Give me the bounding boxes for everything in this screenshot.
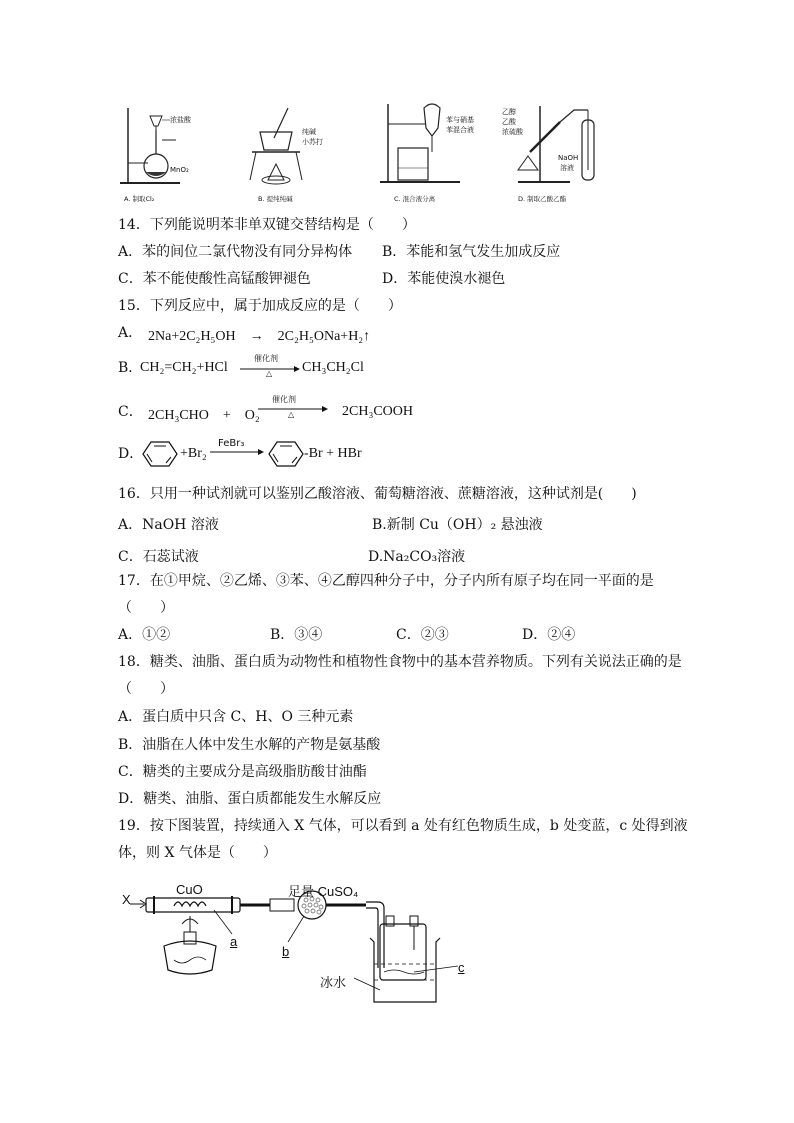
q19-label-b: b — [282, 944, 290, 959]
apparatus-a-caption: A. 制取Cl₂ — [124, 195, 155, 203]
apparatus-figure — [118, 100, 618, 212]
q15-d-products: -Br + HBr — [304, 446, 362, 461]
q15-c-products: 2CH₃COOH — [342, 404, 413, 419]
q14-option-d: D．苯能使溴水褪色 — [382, 271, 506, 287]
q16-option-a: A．NaOH 溶液 — [118, 517, 219, 533]
q15-d-label: D． — [118, 446, 144, 462]
apparatus-b-label1: 纯碱 — [302, 128, 316, 136]
q15-d-bromine: +Br₂ — [180, 446, 207, 461]
q16-stem: 16．只用一种试剂就可以鉴别乙酸溶液、葡萄糖溶液、蔗糖溶液，这种试剂是( ) — [118, 486, 637, 502]
q15-c-reactants: 2CH₃CHO + O₂ — [148, 408, 260, 423]
q14-option-b: B．苯能和氢气发生加成反应 — [382, 244, 561, 260]
q15-b-reactants: CH₂=CH₂+HCl — [140, 360, 228, 375]
q17-option-a: A．①② — [118, 627, 171, 643]
q19-label-c: c — [458, 960, 465, 975]
q16-option-c: C．石蕊试液 — [118, 549, 199, 565]
apparatus-d-label1: 乙醇 — [502, 108, 516, 116]
q14-stem: 14．下列能说明苯非单双键交替结构是（ ） — [118, 217, 416, 233]
q17-stem-paren: （ ） — [118, 600, 174, 616]
q19-label-ice-water: 冰水 — [320, 975, 347, 990]
benzene-ring-icon — [142, 440, 178, 468]
q18-option-d: D．糖类、油脂、蛋白质都能发生水解反应 — [118, 791, 382, 807]
q18-option-b: B．油脂在人体中发生水解的产物是氨基酸 — [118, 737, 381, 753]
apparatus-a-label1: 浓盐酸 — [170, 116, 191, 124]
apparatus-c-label2: 苯混合液 — [446, 126, 474, 134]
q17-option-b: B．③④ — [270, 627, 323, 643]
apparatus-d-drawing — [504, 100, 614, 186]
q17-option-c: C．②③ — [396, 627, 449, 643]
q14-option-a: A．苯的间位二氯代物没有同分异构体 — [118, 244, 353, 260]
q17-option-d: D．②④ — [522, 627, 576, 643]
q15-c-label: C． — [118, 404, 143, 420]
apparatus-d-label4: NaOH — [558, 154, 579, 162]
q19-stem-line2: 体，则 X 气体是（ ） — [118, 845, 277, 861]
q16-option-b: B.新制 Cu（OH）₂ 悬浊液 — [372, 517, 543, 533]
q15-c-condition-bottom: △ — [288, 410, 295, 419]
q15-b-condition-bottom: △ — [266, 369, 273, 378]
q18-option-a: A．蛋白质中只含 C、H、O 三种元素 — [118, 709, 354, 725]
apparatus-d-label5: 溶液 — [560, 164, 574, 172]
q15-b-products: CH₃CH₂Cl — [302, 360, 364, 375]
q15-a-equation: 2Na+2C₂H₅OH → 2C₂H₅ONa+H₂↑ — [148, 329, 371, 344]
q17-stem: 17．在①甲烷、②乙烯、③苯、④乙醇四种分子中，分子内所有原子均在同一平面的是 — [118, 573, 654, 589]
q15-stem: 15．下列反应中，属于加成反应的是（ ） — [118, 298, 402, 314]
q18-option-c: C．糖类的主要成分是高级脂肪酸甘油酯 — [118, 764, 367, 780]
q19-stem: 19．按下图装置，持续通入 X 气体，可以看到 a 处有红色物质生成，b 处变蓝，c 处得到液 — [118, 818, 688, 834]
q15-b-label: B． — [118, 360, 143, 376]
q15-d-condition-top: FeBr₃ — [218, 438, 245, 449]
q18-stem: 18．糖类、油脂、蛋白质为动物性和植物性食物中的基本营养物质。下列有关说法正确的是 — [118, 654, 682, 670]
q15-b-condition-top: 催化剂 — [254, 354, 278, 363]
apparatus-a-label2: MnO₂ — [170, 166, 189, 174]
apparatus-a-drawing — [120, 108, 210, 188]
q14-option-c: C．苯不能使酸性高锰酸钾褪色 — [118, 271, 311, 287]
q15-d-arrow — [210, 448, 264, 456]
q15-a-label: A． — [118, 325, 143, 341]
q18-stem-paren: （ ） — [118, 681, 174, 697]
apparatus-c-label1: 苯与硝基 — [446, 116, 474, 124]
apparatus-c-caption: C. 混合液分离 — [394, 195, 436, 203]
apparatus-d-caption: D. 制取乙酸乙酯 — [518, 195, 567, 203]
apparatus-c-drawing — [380, 100, 480, 186]
q15-c-condition-top: 催化剂 — [272, 395, 296, 404]
apparatus-d-label2: 乙酸 — [502, 118, 516, 126]
q16-option-d: D.Na₂CO₃溶液 — [368, 549, 466, 565]
apparatus-b-label2: 小苏打 — [302, 138, 323, 146]
apparatus-b-caption: B. 提纯纯碱 — [258, 195, 293, 203]
q19-label-cuo: CuO — [176, 882, 203, 897]
q19-label-a: a — [230, 934, 238, 949]
benzene-ring-product-icon — [268, 440, 304, 468]
q19-label-cuso4: 足量 CuSO₄ — [288, 884, 359, 899]
apparatus-d-label3: 浓硫酸 — [502, 128, 523, 136]
q19-label-x: X — [122, 892, 131, 907]
apparatus-b-drawing — [246, 108, 336, 188]
